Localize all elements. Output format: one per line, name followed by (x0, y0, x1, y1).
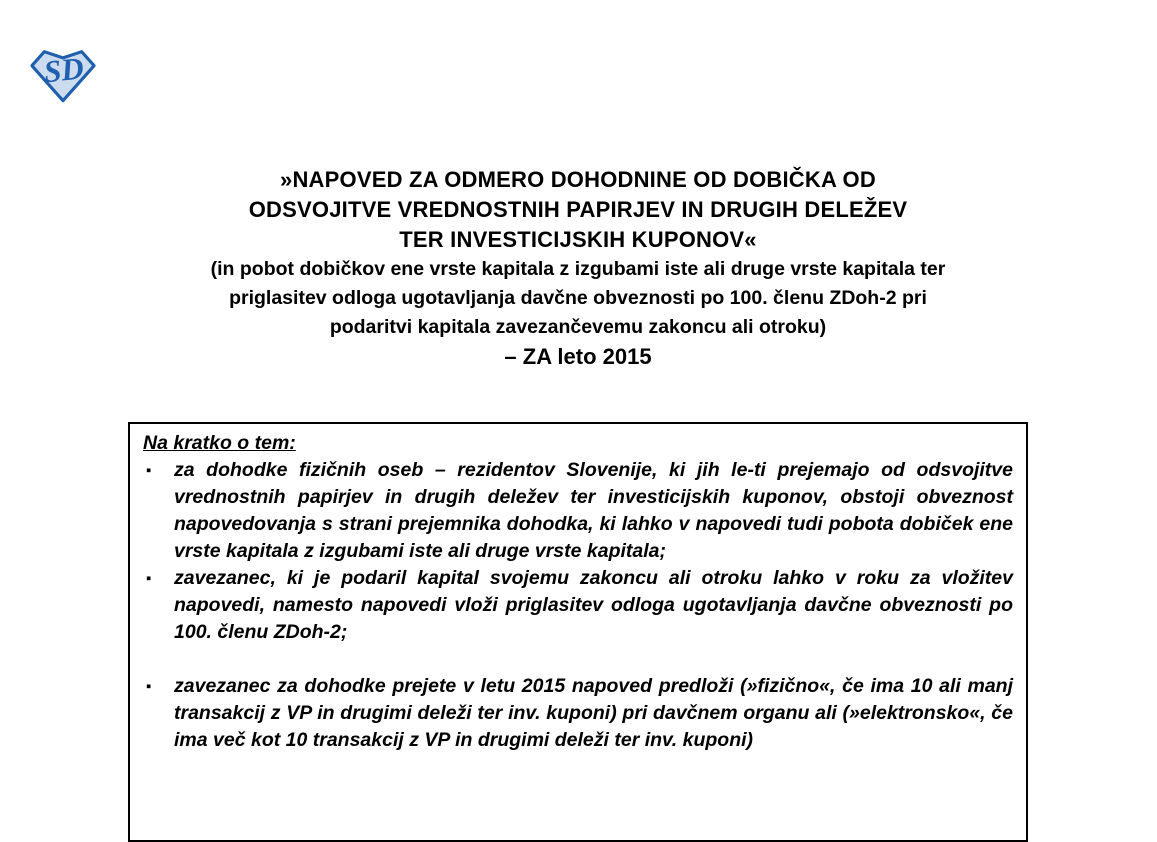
list-item (143, 673, 1013, 754)
bullet-marker: ▪ (146, 678, 152, 695)
bullet-marker: ▪ (146, 570, 152, 587)
list-item (143, 457, 1013, 565)
bullet-text: zavezanec, ki je podaril kapital svojemu zakoncu ali otroku lahko v roku za vložitev napovedi, namesto napovedi vloži priglasitev odloga ugotavljanja davčne obveznosti po 100. členu ZDoh-2; (174, 567, 1013, 643)
subtitle-line-1: (in pobot dobičkov ene vrste kapitala z izgubami iste ali druge vrste kapitala ter (210, 258, 946, 280)
document-header (128, 165, 1028, 372)
title-line-1: »NAPOVED ZA ODMERO DOHODNINE OD DOBIČKA OD (280, 167, 876, 192)
summary-box-heading: Na kratko o tem: (143, 432, 296, 454)
sd-logo-icon (28, 46, 98, 104)
subtitle-line-2: priglasitev odloga ugotavljanja davčne obveznosti po 100. členu ZDoh-2 pri (229, 287, 927, 309)
bullet-marker: ▪ (146, 462, 152, 479)
sd-logo-letters: SD (42, 50, 86, 90)
title-line-3: TER INVESTICIJSKIH KUPONOV« (399, 227, 757, 252)
bullet-text: za dohodke fizičnih oseb – rezidentov Slovenije, ki jih le-ti prejemajo od odsvojitve vrednostnih papirjev in drugih deležev ter investicijskih kuponov, obstoji obveznost napovedovanja s strani prejemnika dohodka, ki lahko v napovedi tudi pobota dobiček ene vrste kapitala z izgubami iste ali druge vrste kapitala; (174, 459, 1013, 562)
subtitle-line-3: podaritvi kapitala zavezančevemu zakoncu ali otroku) (329, 316, 827, 338)
summary-bullet-list (143, 457, 1013, 754)
summary-box (128, 422, 1028, 842)
bullet-text: zavezanec za dohodke prejete v letu 2015 napoved predloži (»fizično«, če ima 10 ali manj transakcij z VP in drugimi deleži ter inv. kuponi) pri davčnem organu ali (»elektronsko«, če ima več kot 10 transakcij z VP in drugimi deleži ter inv. kuponi) (174, 675, 1013, 751)
year-line: – ZA leto 2015 (504, 344, 652, 369)
list-item (143, 565, 1013, 646)
title-line-2: ODSVOJITVE VREDNOSTNIH PAPIRJEV IN DRUGIH DELEŽEV (248, 197, 908, 222)
